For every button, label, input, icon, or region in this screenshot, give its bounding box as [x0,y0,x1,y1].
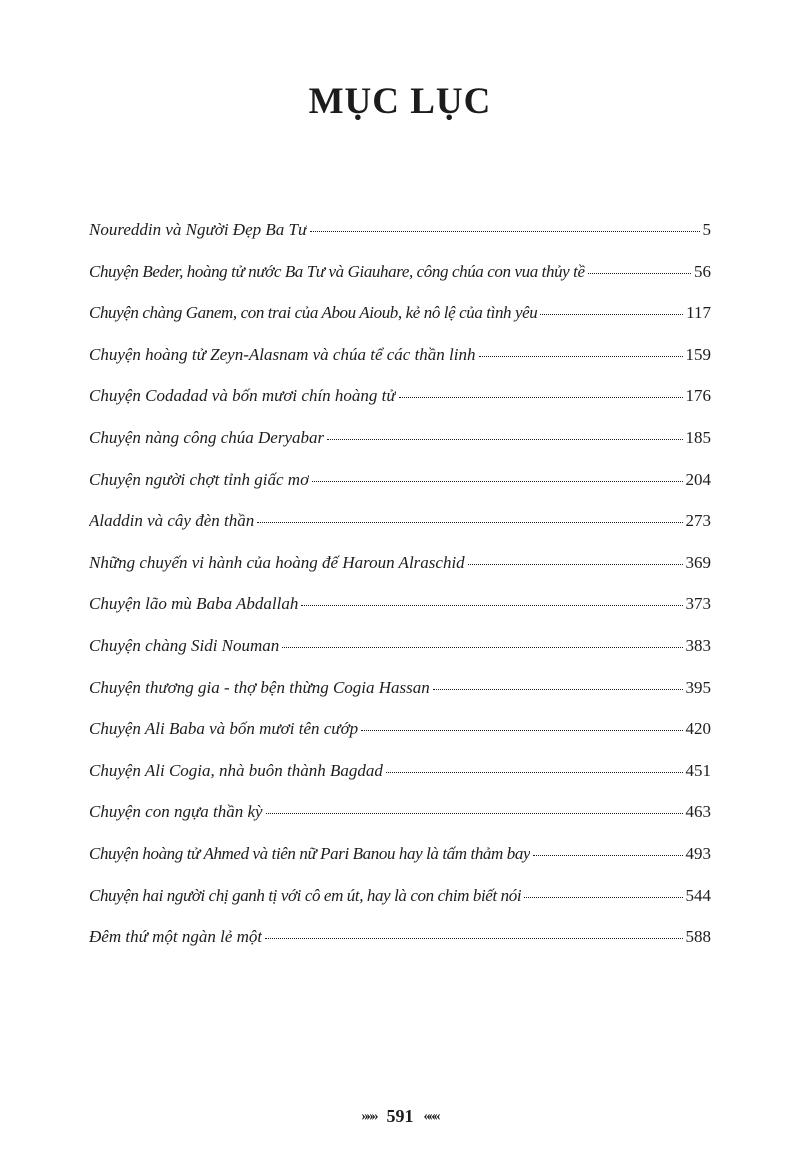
toc-entry-title: Chuyện con ngựa thần kỳ [89,802,263,822]
toc-entry [89,256,711,298]
toc-dot-leader [524,897,682,898]
toc-entry-page-number: 395 [685,677,711,697]
toc-entry-page-number: 5 [702,220,711,239]
toc-entry-title: Chuyện Ali Cogia, nhà buôn thành Bagdad [89,760,383,780]
toc-entry-page-number: 493 [685,843,711,863]
toc-dot-leader [468,564,683,565]
toc-entry-title: Chuyện Ali Baba và bốn mươi tên cướp [89,719,359,739]
toc-dot-leader [266,813,683,814]
toc-entry-page-number: 544 [685,885,711,905]
footer-ornament-left: »»» [361,1108,377,1124]
page-number: 591 [386,1106,414,1126]
toc-entry [89,880,711,922]
page-heading: MỤC LỤC [308,81,492,122]
toc-entry [89,713,711,755]
toc-entry-title: Noureddin và Người Đẹp Ba Tư [89,220,308,239]
toc-entry-title: Chuyện chàng Ganem, con trai của Abou Aioub, kẻ nô lệ của tình yêu [89,303,538,323]
table-of-contents [89,214,711,963]
toc-dot-leader [588,273,691,274]
toc-entry [89,339,711,381]
toc-entry [89,838,711,880]
toc-entry-page-number: 463 [685,802,711,822]
toc-entry-title: Chuyện lão mù Baba Abdallah [89,594,299,614]
toc-entry-title: Aladdin và cây đèn thần [89,511,255,531]
toc-entry [89,630,711,672]
toc-entry-page-number: 185 [685,427,711,447]
toc-entry-page-number: 117 [686,303,711,323]
toc-entry [89,464,711,506]
toc-entry-title: Chuyện hoàng tử Zeyn-Alasnam và chúa tể các thần linh [89,344,476,364]
toc-dot-leader [399,397,683,398]
toc-dot-leader [310,231,699,232]
toc-entry-page-number: 273 [685,511,711,531]
toc-dot-leader [386,772,683,773]
toc-dot-leader [257,522,682,523]
toc-dot-leader [282,647,682,648]
toc-dot-leader [312,481,682,482]
toc-entry-title: Chuyện chàng Sidi Nouman [89,635,280,655]
toc-entry-title: Chuyện người chợt tỉnh giấc mơ [89,469,310,489]
toc-entry-page-number: 451 [685,760,711,780]
toc-entry-title: Chuyện hai người chị ganh tị với cô em út, hay là con chim biết nói [89,885,522,905]
toc-dot-leader [479,356,683,357]
toc-entry [89,297,711,339]
toc-entry-title: Đêm thứ một ngàn lẻ một [89,927,263,947]
page-footer [0,1106,800,1127]
toc-entry [89,422,711,464]
toc-entry-title: Chuyện nàng công chúa Deryabar [89,427,325,447]
toc-entry-page-number: 159 [685,344,711,364]
toc-entry-page-number: 383 [685,635,711,655]
toc-entry [89,755,711,797]
toc-entry-page-number: 369 [685,552,711,572]
toc-entry [89,214,711,256]
toc-entry [89,547,711,589]
toc-entry [89,672,711,714]
toc-entry [89,505,711,547]
toc-entry-title: Chuyện Codadad và bốn mươi chín hoàng tử [89,386,396,406]
toc-dot-leader [265,938,682,939]
toc-dot-leader [361,730,682,731]
toc-dot-leader [327,439,682,440]
toc-entry-page-number: 204 [685,469,711,489]
toc-entry [89,588,711,630]
toc-dot-leader [533,855,682,856]
toc-entry-page-number: 373 [685,594,711,614]
toc-entry-title: Chuyện hoàng tử Ahmed và tiên nữ Pari Banou hay là tấm thảm bay [89,843,531,863]
toc-dot-leader [540,314,683,315]
toc-entry-page-number: 176 [685,386,711,406]
toc-entry-title: Chuyện thương gia - thợ bện thừng Cogia Hassan [89,677,430,697]
toc-entry [89,380,711,422]
toc-entry-page-number: 420 [685,719,711,739]
toc-entry-page-number: 588 [685,927,711,947]
toc-entry-title: Chuyện Beder, hoàng tử nước Ba Tư và Giauhare, công chúa con vua thủy tề [89,261,585,281]
toc-dot-leader [433,689,683,690]
toc-entry-page-number: 56 [694,261,711,281]
toc-dot-leader [301,605,682,606]
toc-entry [89,921,711,963]
toc-entry [89,796,711,838]
toc-entry-title: Những chuyến vi hành của hoàng đế Haroun Alraschid [89,552,465,572]
footer-ornament-right: ««« [423,1108,439,1124]
